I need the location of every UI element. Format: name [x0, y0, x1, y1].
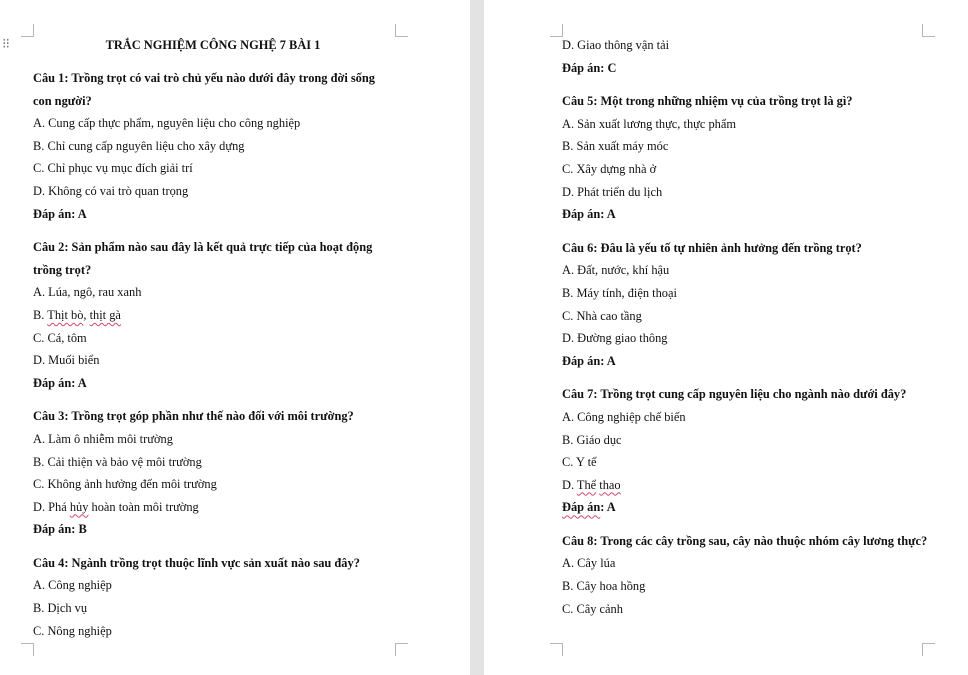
option-b: B. Cây hoa hồng — [562, 579, 646, 594]
answer-line: Đáp án: A — [33, 206, 87, 221]
question-block — [562, 237, 932, 373]
option-c: C. Cá, tôm — [33, 330, 87, 345]
option-c: C. Cây cảnh — [562, 601, 623, 616]
document-page-left[interactable] — [0, 0, 470, 675]
option-b: B. Sản xuất máy móc — [562, 139, 669, 154]
question-block — [33, 236, 393, 394]
option-a: A. Đất, nước, khí hậu — [562, 263, 670, 278]
answer-line: Đáp án: A — [562, 500, 616, 515]
option-d: D. Thể thao — [562, 477, 621, 492]
crop-mark-top-right — [395, 24, 408, 37]
question-block — [562, 530, 932, 620]
option-a: A. Làm ô nhiễm môi trường — [33, 431, 173, 446]
option-d: D. Phá hủy hoàn toàn môi trường — [33, 499, 199, 514]
question-block — [562, 383, 932, 519]
option-a: A. Lúa, ngô, rau xanh — [33, 285, 142, 300]
option-b: B. Giáo dục — [562, 432, 622, 447]
answer-line: Đáp án: C — [562, 60, 617, 75]
question-text: Câu 7: Trồng trọt cung cấp nguyên liệu cho ngành nào dưới đây? — [562, 387, 907, 402]
option-a: A. Cung cấp thực phẩm, nguyên liệu cho công nghiệp — [33, 116, 301, 131]
answer-line: Đáp án: A — [562, 353, 616, 368]
question-block — [33, 405, 393, 541]
option-d: D. Phát triển du lịch — [562, 184, 663, 199]
question-text: Câu 4: Ngành trồng trọt thuộc lĩnh vực sản xuất nào sau đây? — [33, 555, 360, 570]
question-text: Câu 5: Một trong những nhiệm vụ của trồng trọt là gì? — [562, 94, 853, 109]
answer-line: Đáp án: A — [562, 207, 616, 222]
option-d: D. Đường giao thông — [562, 331, 668, 346]
option-b: B. Cải thiện và bảo vệ môi trường — [33, 454, 202, 469]
question-text: Câu 2: Sản phẩm nào sau đây là kết quả trực tiếp của hoạt động trồng trọt? — [33, 240, 373, 277]
option-a: A. Sản xuất lương thực, thực phẩm — [562, 116, 736, 131]
answer-line: Đáp án: A — [33, 375, 87, 390]
page-content — [33, 34, 393, 642]
drag-handle-icon[interactable]: ⁝⁝ — [2, 37, 9, 52]
crop-mark-bottom-left — [21, 643, 34, 656]
option-c: C. Y tế — [562, 455, 597, 470]
question-text: Câu 8: Trong các cây trồng sau, cây nào thuộc nhóm cây lương thực? — [562, 533, 928, 548]
question-block — [33, 67, 393, 225]
question-text: Câu 6: Đâu là yếu tố tự nhiên ảnh hưởng đến trồng trọt? — [562, 240, 862, 255]
option-a: A. Cây lúa — [562, 556, 616, 571]
page-separator — [470, 0, 484, 675]
option-d: D. Không có vai trò quan trọng — [33, 183, 189, 198]
crop-mark-bottom-right — [395, 643, 408, 656]
option-d: D. Muối biển — [33, 353, 100, 368]
document-page-right[interactable] — [484, 0, 968, 675]
question-block — [562, 90, 932, 226]
crop-mark-bottom-left — [550, 643, 563, 656]
option-a: A. Công nghiệp — [33, 578, 112, 593]
option-b: B. Chỉ cung cấp nguyên liệu cho xây dựng — [33, 138, 245, 153]
option-c: C. Không ảnh hưởng đến môi trường — [33, 477, 217, 492]
option-d: D. Giao thông vận tải — [562, 38, 670, 52]
page-content — [562, 34, 932, 620]
question-text: Câu 3: Trồng trọt góp phần như thế nào đối với môi trường? — [33, 409, 354, 424]
option-c: C. Nông nghiệp — [33, 623, 112, 638]
option-b: B. Thịt bò, thịt gà — [33, 307, 121, 322]
question-block — [33, 552, 393, 642]
continuation-block — [562, 34, 932, 79]
question-text: Câu 1: Trồng trọt có vai trò chủ yếu nào dưới đây trong đời sống con người? — [33, 71, 375, 108]
document-title: TRẮC NGHIỆM CÔNG NGHỆ 7 BÀI 1 — [105, 38, 321, 52]
crop-mark-bottom-right — [922, 643, 935, 656]
option-b: B. Máy tính, điện thoại — [562, 285, 677, 300]
option-c: C. Xây dựng nhà ở — [562, 161, 657, 176]
option-b: B. Dịch vụ — [33, 601, 88, 616]
option-c: C. Chỉ phục vụ mục đích giải trí — [33, 161, 193, 176]
option-a: A. Công nghiệp chế biến — [562, 409, 686, 424]
option-c: C. Nhà cao tầng — [562, 308, 642, 323]
answer-line: Đáp án: B — [33, 522, 87, 537]
